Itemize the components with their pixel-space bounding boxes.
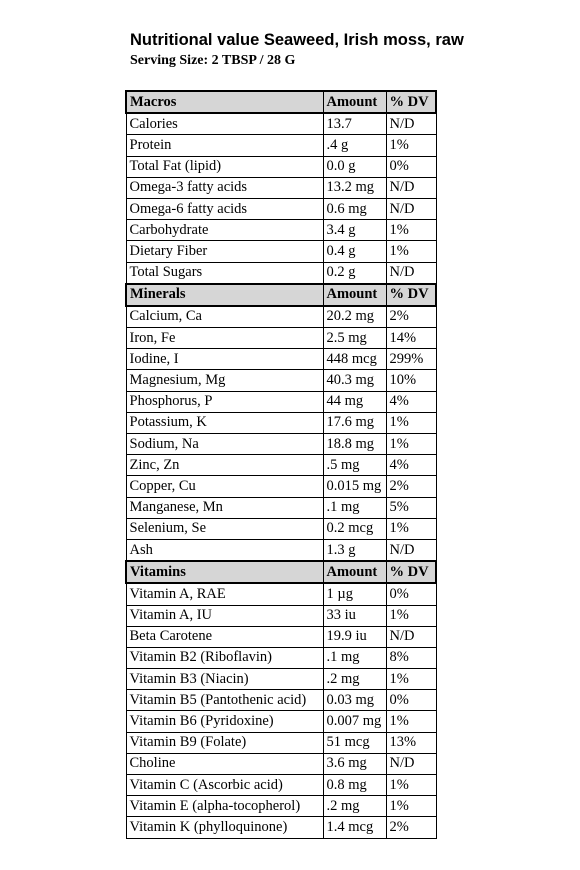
nutrient-cell: Selenium, Se xyxy=(126,518,323,539)
table-row xyxy=(126,177,436,198)
nutrient-cell: Iron, Fe xyxy=(126,328,323,349)
amount-cell: 0.2 g xyxy=(323,262,386,284)
serving-size: Serving Size: 2 TBSP / 28 G xyxy=(130,53,296,68)
header-cell-nutrient: Macros xyxy=(126,91,323,113)
table-row xyxy=(126,455,436,476)
dv-cell: N/D xyxy=(386,262,436,284)
dv-cell: 1% xyxy=(386,135,436,156)
table-row xyxy=(126,220,436,241)
table-row xyxy=(126,306,436,328)
table-row xyxy=(126,539,436,561)
nutrient-cell: Protein xyxy=(126,135,323,156)
dv-cell: 2% xyxy=(386,476,436,497)
dv-cell: 2% xyxy=(386,306,436,328)
table-row xyxy=(126,732,436,753)
amount-cell: 1.3 g xyxy=(323,539,386,561)
dv-cell: 8% xyxy=(386,647,436,668)
dv-cell: 4% xyxy=(386,455,436,476)
table-row xyxy=(126,241,436,262)
dv-cell: 4% xyxy=(386,391,436,412)
dv-cell: 5% xyxy=(386,497,436,518)
amount-cell: .1 mg xyxy=(323,647,386,668)
header-cell-amount: Amount xyxy=(323,284,386,306)
amount-cell: 0.03 mg xyxy=(323,690,386,711)
nutrient-cell: Vitamin B6 (Pyridoxine) xyxy=(126,711,323,732)
table-row xyxy=(126,370,436,391)
nutrient-cell: Beta Carotene xyxy=(126,626,323,647)
dv-cell: 299% xyxy=(386,349,436,370)
header-cell-dv: % DV xyxy=(386,284,436,306)
nutrient-cell: Carbohydrate xyxy=(126,220,323,241)
dv-cell: 0% xyxy=(386,156,436,177)
table-row xyxy=(126,391,436,412)
amount-cell: 40.3 mg xyxy=(323,370,386,391)
dv-cell: 13% xyxy=(386,732,436,753)
table-row xyxy=(126,476,436,497)
dv-cell: N/D xyxy=(386,113,436,135)
table-row xyxy=(126,518,436,539)
table-row xyxy=(126,753,436,774)
nutrient-cell: Potassium, K xyxy=(126,412,323,433)
dv-cell: 1% xyxy=(386,605,436,626)
nutrient-cell: Choline xyxy=(126,753,323,774)
table-row xyxy=(126,113,436,135)
nutrient-cell: Phosphorus, P xyxy=(126,391,323,412)
amount-cell: .2 mg xyxy=(323,669,386,690)
nutrient-cell: Ash xyxy=(126,539,323,561)
nutrient-cell: Total Sugars xyxy=(126,262,323,284)
dv-cell: 14% xyxy=(386,328,436,349)
nutrient-cell: Calcium, Ca xyxy=(126,306,323,328)
header-cell-nutrient: Minerals xyxy=(126,284,323,306)
table-row xyxy=(126,262,436,284)
dv-cell: 1% xyxy=(386,669,436,690)
amount-cell: 0.8 mg xyxy=(323,775,386,796)
nutrient-cell: Manganese, Mn xyxy=(126,497,323,518)
dv-cell: N/D xyxy=(386,198,436,219)
amount-cell: 0.4 g xyxy=(323,241,386,262)
amount-cell: 13.7 xyxy=(323,113,386,135)
amount-cell: 1.4 mcg xyxy=(323,817,386,838)
amount-cell: 3.6 mg xyxy=(323,753,386,774)
nutrition-table xyxy=(125,90,437,839)
section-header-vitamins xyxy=(126,561,436,583)
table-row xyxy=(126,497,436,518)
dv-cell: N/D xyxy=(386,753,436,774)
table-row xyxy=(126,690,436,711)
nutrient-cell: Vitamin B9 (Folate) xyxy=(126,732,323,753)
table-row xyxy=(126,669,436,690)
dv-cell: N/D xyxy=(386,539,436,561)
dv-cell: 1% xyxy=(386,518,436,539)
nutrient-cell: Vitamin B5 (Pantothenic acid) xyxy=(126,690,323,711)
nutrient-cell: Zinc, Zn xyxy=(126,455,323,476)
amount-cell: 18.8 mg xyxy=(323,434,386,455)
amount-cell: 0.2 mcg xyxy=(323,518,386,539)
table-row xyxy=(126,711,436,732)
table-row xyxy=(126,626,436,647)
dv-cell: N/D xyxy=(386,177,436,198)
dv-cell: 0% xyxy=(386,583,436,605)
amount-cell: 44 mg xyxy=(323,391,386,412)
nutrient-cell: Sodium, Na xyxy=(126,434,323,455)
amount-cell: .4 g xyxy=(323,135,386,156)
dv-cell: 2% xyxy=(386,817,436,838)
header-cell-nutrient: Vitamins xyxy=(126,561,323,583)
amount-cell: .2 mg xyxy=(323,796,386,817)
nutrient-cell: Vitamin B3 (Niacin) xyxy=(126,669,323,690)
nutrient-cell: Vitamin A, IU xyxy=(126,605,323,626)
dv-cell: 1% xyxy=(386,775,436,796)
dv-cell: 1% xyxy=(386,796,436,817)
nutrient-cell: Vitamin B2 (Riboflavin) xyxy=(126,647,323,668)
table-row xyxy=(126,434,436,455)
table-row xyxy=(126,328,436,349)
nutrient-cell: Magnesium, Mg xyxy=(126,370,323,391)
nutrient-cell: Vitamin A, RAE xyxy=(126,583,323,605)
header-cell-dv: % DV xyxy=(386,561,436,583)
amount-cell: 3.4 g xyxy=(323,220,386,241)
amount-cell: 0.6 mg xyxy=(323,198,386,219)
page-title: Nutritional value Seaweed, Irish moss, raw xyxy=(130,31,464,49)
table-row xyxy=(126,583,436,605)
amount-cell: 17.6 mg xyxy=(323,412,386,433)
amount-cell: .1 mg xyxy=(323,497,386,518)
amount-cell: 20.2 mg xyxy=(323,306,386,328)
amount-cell: 2.5 mg xyxy=(323,328,386,349)
dv-cell: 10% xyxy=(386,370,436,391)
dv-cell: 1% xyxy=(386,220,436,241)
dv-cell: N/D xyxy=(386,626,436,647)
amount-cell: .5 mg xyxy=(323,455,386,476)
table-row xyxy=(126,156,436,177)
nutrient-cell: Vitamin C (Ascorbic acid) xyxy=(126,775,323,796)
table-row xyxy=(126,412,436,433)
nutrient-cell: Vitamin K (phylloquinone) xyxy=(126,817,323,838)
amount-cell: 1 µg xyxy=(323,583,386,605)
nutrient-cell: Omega-6 fatty acids xyxy=(126,198,323,219)
dv-cell: 1% xyxy=(386,711,436,732)
nutrient-cell: Calories xyxy=(126,113,323,135)
nutrient-cell: Total Fat (lipid) xyxy=(126,156,323,177)
amount-cell: 13.2 mg xyxy=(323,177,386,198)
table-row xyxy=(126,349,436,370)
nutrient-cell: Omega-3 fatty acids xyxy=(126,177,323,198)
table-row xyxy=(126,796,436,817)
amount-cell: 448 mcg xyxy=(323,349,386,370)
table-row xyxy=(126,647,436,668)
amount-cell: 0.0 g xyxy=(323,156,386,177)
header-cell-amount: Amount xyxy=(323,561,386,583)
dv-cell: 1% xyxy=(386,434,436,455)
section-header-minerals xyxy=(126,284,436,306)
amount-cell: 51 mcg xyxy=(323,732,386,753)
header-cell-dv: % DV xyxy=(386,91,436,113)
amount-cell: 19.9 iu xyxy=(323,626,386,647)
nutrient-cell: Iodine, I xyxy=(126,349,323,370)
nutrient-cell: Vitamin E (alpha-tocopherol) xyxy=(126,796,323,817)
table-row xyxy=(126,775,436,796)
dv-cell: 1% xyxy=(386,241,436,262)
table-row xyxy=(126,198,436,219)
header-cell-amount: Amount xyxy=(323,91,386,113)
table-row xyxy=(126,135,436,156)
table-row xyxy=(126,817,436,838)
amount-cell: 0.015 mg xyxy=(323,476,386,497)
dv-cell: 1% xyxy=(386,412,436,433)
table-row xyxy=(126,605,436,626)
amount-cell: 0.007 mg xyxy=(323,711,386,732)
nutrient-cell: Copper, Cu xyxy=(126,476,323,497)
dv-cell: 0% xyxy=(386,690,436,711)
section-header-macros xyxy=(126,91,436,113)
nutrient-cell: Dietary Fiber xyxy=(126,241,323,262)
amount-cell: 33 iu xyxy=(323,605,386,626)
